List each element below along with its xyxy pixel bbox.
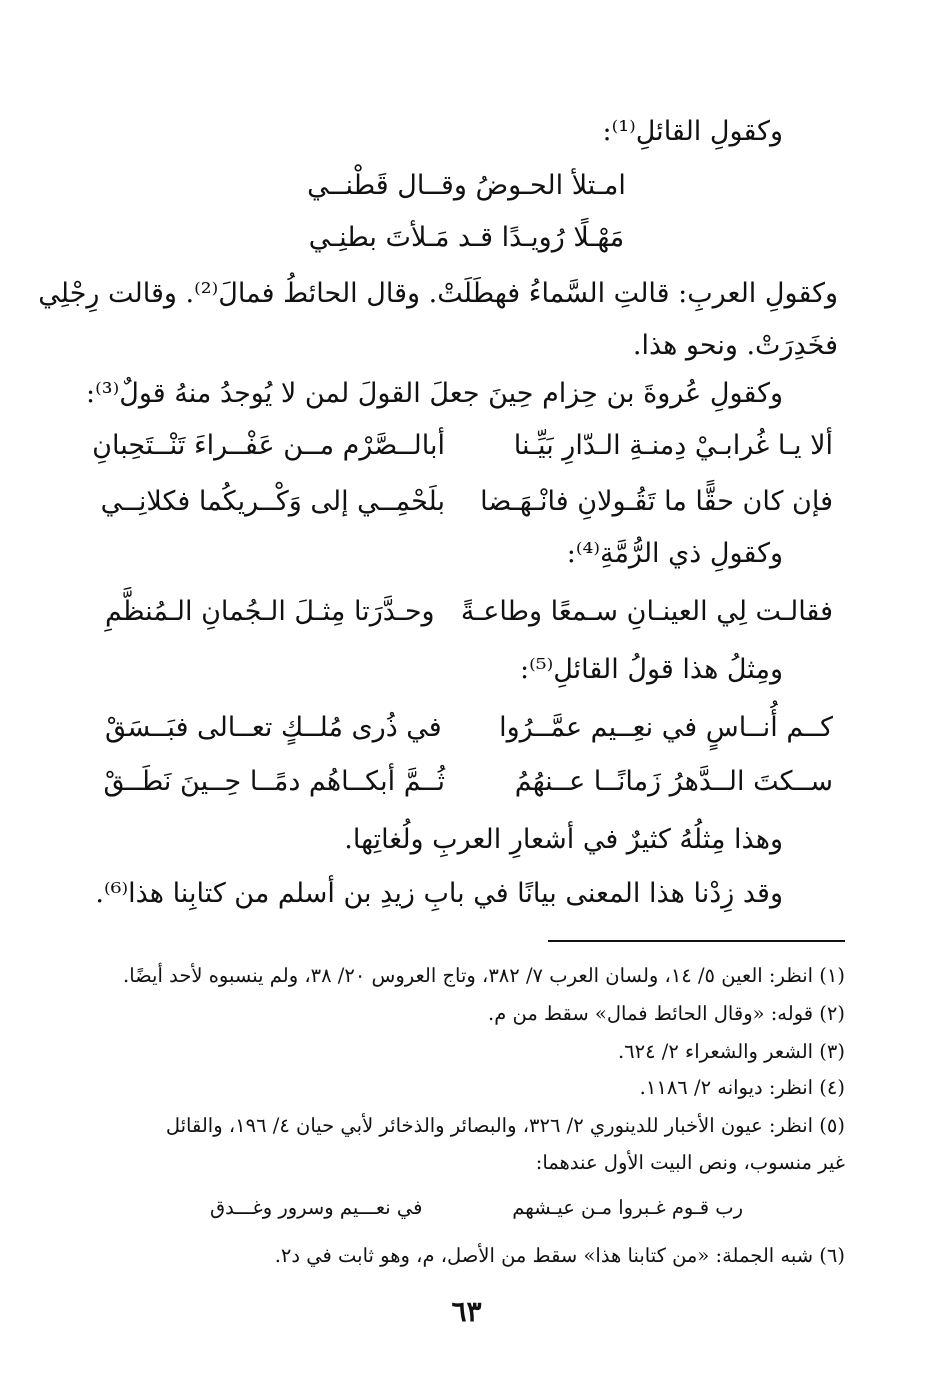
paragraph-7: وقد زِدْنا هذا المعنى بيانًا في بابِ زيدِ بن أسلم من كتابِنا هذا⁽⁶⁾. bbox=[95, 878, 783, 909]
footnote-2: (٢) قوله: «وقال الحائط فمال» سقط من م. bbox=[488, 1002, 845, 1025]
footnote-4: (٤) انظر: ديوانه ٢/ ١١٨٦. bbox=[639, 1076, 845, 1099]
page-number: ٦٣ bbox=[451, 1295, 482, 1328]
footnote-1: (١) انظر: العين ٥/ ١٤، ولسان العرب ٧/ ٣٨٢، وتاج العروس ٢٠/ ٣٨، ولم ينسبوه لأحد أيضًا. bbox=[123, 964, 845, 987]
intro-line-4: وكقولِ ذي الرُّمَّةِ⁽⁴⁾: bbox=[566, 538, 783, 569]
intro-line-5: ومِثلُ هذا قولُ القائلِ⁽⁵⁾: bbox=[520, 654, 783, 685]
verse-3-1-right: ألا يـا غُرابـيْ دِمنـةِ الـدّارِ بَيِّـنا bbox=[513, 430, 833, 461]
footnote-separator bbox=[548, 940, 845, 942]
verse-5-1-right: كــم أُنــاسٍ في نعِــيم عمَّــرُوا bbox=[499, 712, 833, 743]
verse-3-2-left: بلَحْمِــي إلى وَكْــريكُما فكلانِــي bbox=[100, 486, 445, 517]
footnote-5-line-2: غير منسوب، ونص البيت الأول عندهما: bbox=[535, 1151, 845, 1174]
intro-line-1: وكقولِ القائلِ⁽¹⁾: bbox=[602, 116, 783, 147]
verse-4-left: وحـدَّرَتا مِثـلَ الـجُمانِ الـمُنظَّمِ bbox=[105, 596, 435, 627]
intro-line-3: وكقولِ عُروةَ بن حِزام حِينَ جعلَ القولَ لمن لا يُوجدُ منهُ قولٌ⁽³⁾: bbox=[86, 378, 783, 409]
verse-4-right: فقالـت لِي العينـانِ سـمعًا وطاعـةً bbox=[460, 596, 833, 627]
verse-1-hemistich-a: امـتلأ الحـوضُ وقــال قَطْنــي bbox=[307, 170, 626, 201]
footnote-5-verse-left: في نعـــيم وسرور وغـــدق bbox=[210, 1196, 423, 1219]
paragraph-2-line-1: وكقولِ العربِ: قالتِ السَّماءُ فهطَلَتْ. وقال الحائطُ فمالَ⁽²⁾. وقالت رِجْلِي bbox=[38, 278, 838, 309]
footnote-5-line-1: (٥) انظر: عيون الأخبار للدينوري ٢/ ٣٢٦، والبصائر والذخائر لأبي حيان ٤/ ١٩٦، والقائل bbox=[165, 1114, 845, 1137]
verse-5-1-left: في ذُرى مُلــكٍ تعــالى فبَــسَقْ bbox=[105, 712, 442, 743]
verse-5-2-left: ثُــمَّ أبكــاهُم دمًــا حِــينَ نَطَــقْ bbox=[103, 766, 445, 797]
verse-1-hemistich-b: مَهْـلًا رُويـدًا قـد مَـلأتَ بطنِـي bbox=[308, 222, 625, 253]
footnote-3: (٣) الشعر والشعراء ٢/ ٦٢٤. bbox=[617, 1040, 845, 1063]
footnote-5-verse-right: رب قـوم غـبروا مـن عيـشهم bbox=[512, 1196, 743, 1219]
verse-3-2-right: فإن كان حقًّا ما تَقُـولانِ فانْـهَـضا bbox=[480, 486, 833, 517]
paragraph-2-line-2: فخَدِرَتْ. ونحو هذا. bbox=[632, 330, 838, 361]
paragraph-6: وهذا مِثلُهُ كثيرٌ في أشعارِ العربِ ولُغاتِها. bbox=[344, 824, 783, 855]
footnote-6: (٦) شبه الجملة: «من كتابنا هذا» سقط من الأصل، م، وهو ثابت في د٢. bbox=[274, 1244, 845, 1267]
verse-3-1-left: أبالــصَّرْم مــن عَفْــراءَ تَنْــتَحِبانِ bbox=[92, 430, 445, 461]
verse-5-2-right: ســكتَ الــدَّهرُ زَمانًــا عــنهُمُ bbox=[514, 766, 833, 797]
